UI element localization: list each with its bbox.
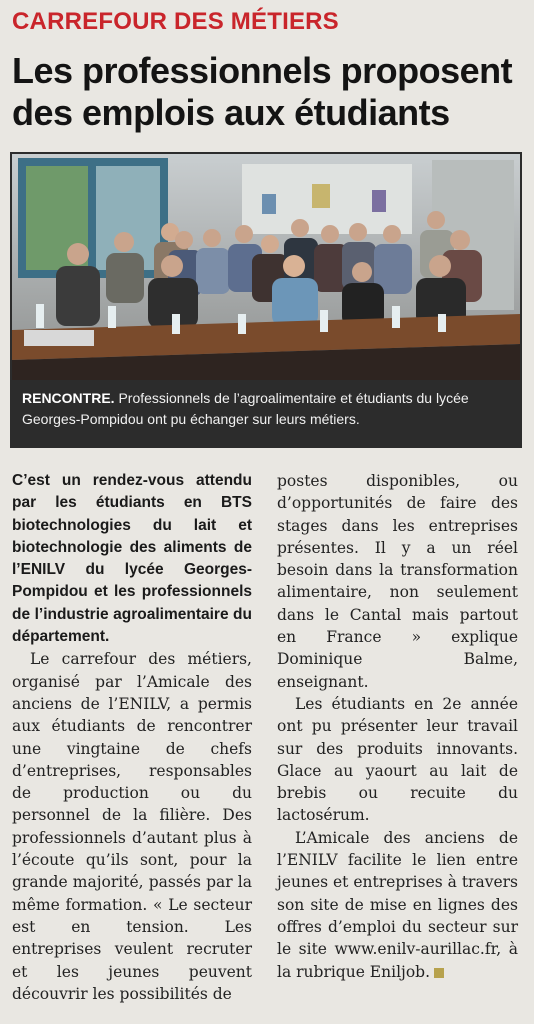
headline bbox=[12, 50, 522, 134]
headline-line-2: des emplois aux étudiants bbox=[12, 92, 450, 133]
section-kicker: CARREFOUR DES MÉTIERS bbox=[12, 8, 339, 35]
body-column-left bbox=[12, 470, 252, 1005]
body-paragraph-3-text: L’Amicale des anciens de l’ENILV facilite le lien entre jeunes et entreprises à travers son site de mise en lignes des offres d’emploi du secteur sur le site www.enilv-aurillac.fr, à la rubrique Eniljob. bbox=[277, 828, 518, 981]
body-paragraph-2: Les étudiants en 2e année ont pu présenter leur travail sur des produits innovants. Glace au yaourt au lait de brebis ou recuite du lactosérum. bbox=[277, 694, 518, 825]
caption-text: Professionnels de l’agroalimentaire et étudiants du lycée Georges-Pompidou ont pu échanger sur leurs métiers. bbox=[22, 390, 469, 427]
body-paragraph-3 bbox=[277, 827, 518, 983]
meeting-photo-illustration bbox=[12, 154, 520, 380]
photo-block bbox=[10, 152, 522, 448]
caption-label: RENCONTRE. bbox=[22, 390, 115, 406]
body-column-right bbox=[277, 470, 518, 983]
meeting-photo bbox=[12, 154, 520, 380]
lead-paragraph: C’est un rendez-vous attendu par les étudiants en BTS biotechnologies du lait et biotechnologie des aliments de l’ENILV du lycée Georges-Pompidou et les professionnels de l’industrie agroalimentaire du département. bbox=[12, 472, 252, 646]
photo-caption bbox=[22, 388, 512, 430]
headline-line-1: Les professionnels proposent bbox=[12, 50, 513, 91]
end-of-article-square-icon bbox=[434, 968, 444, 978]
body-paragraph-1-continued: postes disponibles, ou d’opportunités de faire des stages dans les entreprises présentes. Il y a un réel besoin dans la transformation alimentaire, non seulement dans le Cantal mais partout en France » explique Dominique Balme, enseignant. bbox=[277, 472, 518, 691]
body-paragraph-1: Le carrefour des métiers, organisé par l’Amicale des anciens de l’ENILV, a permis aux étudiants de rencontrer une vingtaine de chefs d’entreprises, responsables de production ou du personnel de la filière. Des professionnels d’autant plus à l’écoute qu’ils sont, pour la grande majorité, passés par la même formation. « Le secteur est en tension. Les entreprises veulent recruter et les jeunes peuvent découvrir les possibilités de bbox=[12, 650, 252, 1003]
